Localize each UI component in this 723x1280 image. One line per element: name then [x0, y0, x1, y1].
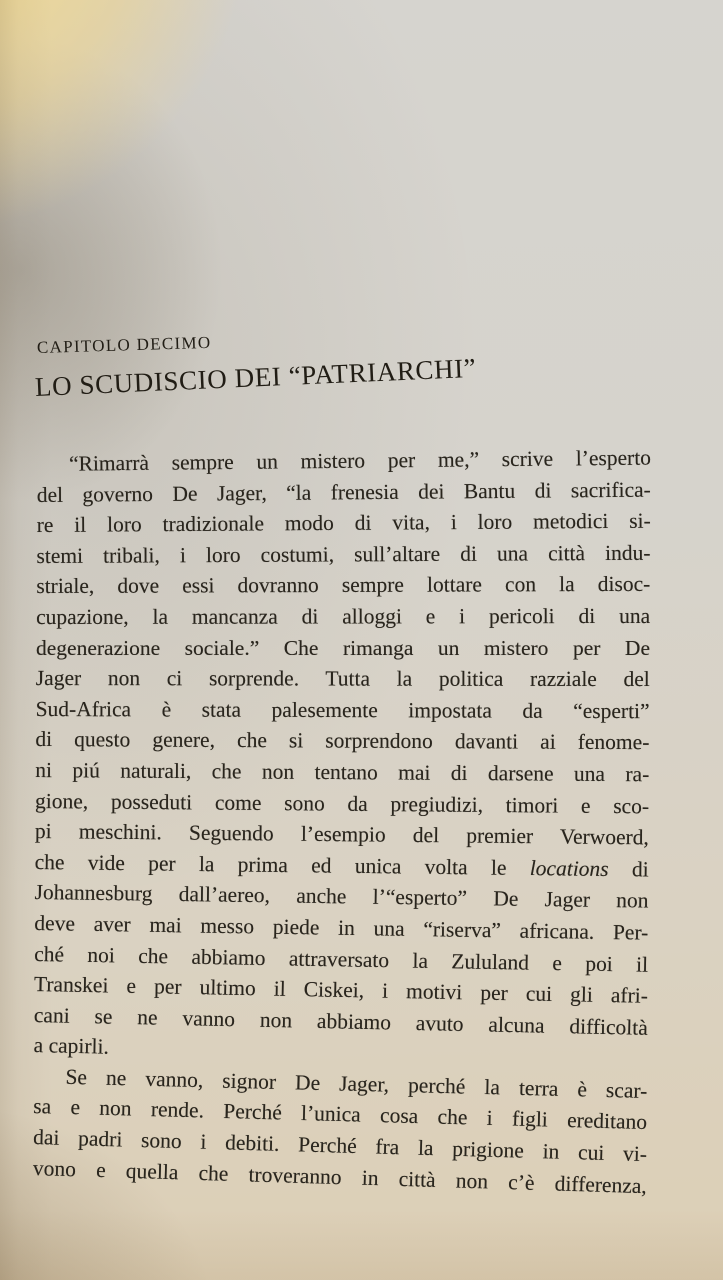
- text-line: “Rimarrà sempre un mistero per me,” scrive l’esperto: [68, 445, 652, 476]
- page-body: [32, 445, 652, 1198]
- text-line: Jager non ci sorprende. Tutta la politica razziale del: [35, 666, 650, 692]
- text-line: cani se ne vanno non abbiamo avuto alcuna difficoltà: [33, 1002, 649, 1040]
- line-text: di: [608, 856, 649, 882]
- text-line: di questo genere, che si sorprendono davanti ai fenome-: [35, 727, 650, 755]
- text-line: Se ne vanno, signor De Jager, perché la terra è scar-: [65, 1064, 648, 1103]
- text-line: ni piú naturali, che non tentano mai di darsene una ra-: [35, 757, 650, 787]
- text-line: sa e non rende. Perché l’unica cosa che i figli ereditano: [32, 1094, 648, 1135]
- text-line: deve aver mai messo piede in una “riserva” africana. Per-: [34, 910, 649, 945]
- text-line: Johannesburg dall’aereo, anche l’“esperto” De Jager non: [34, 880, 649, 913]
- text-line: del governo De Jager, “la frenesia dei Bantu di sacrifica-: [36, 477, 651, 507]
- text-line: re il loro tradizionale modo di vita, i loro metodici si-: [36, 508, 651, 538]
- text-line: vono e quella che troveranno in città non c’è differenza,: [32, 1155, 648, 1198]
- text-line: cupazione, la mancanza di alloggi e i pericoli di una: [36, 603, 651, 629]
- text-line: ché noi che abbiamo attraversato la Zululand e poi il: [33, 941, 649, 977]
- chapter-title: LO SCUDISCIO DEI “PATRIARCHI”: [34, 352, 477, 402]
- italic-word: locations: [529, 855, 609, 881]
- text-line: pi meschini. Seguendo l’esempio del premier Verwoerd,: [34, 819, 649, 850]
- line-text: che vide per la prima ed unica volta le: [34, 849, 530, 880]
- text-line: degenerazione sociale.” Che rimanga un mistero per De: [36, 635, 650, 660]
- text-line: stemi tribali, i loro costumi, sull’altare di una città indu-: [36, 540, 651, 568]
- text-line: striale, dove essi dovranno sempre lottare con la disoc-: [36, 572, 651, 599]
- chapter-kicker: CAPITOLO DECIMO: [36, 332, 212, 357]
- text-line: dai padri sono i debiti. Perché fra la prigione in cui vi-: [32, 1125, 648, 1167]
- text-line: Sud-Africa è stata palesemente impostata da “esperti”: [35, 696, 650, 723]
- text-line: gione, posseduti come sono da pregiudizi, timori e sco-: [34, 788, 650, 818]
- text-line: Transkei e per ultimo il Ciskei, i motivi per cui gli afri-: [33, 972, 649, 1008]
- text-line: a capirli.: [33, 1033, 110, 1059]
